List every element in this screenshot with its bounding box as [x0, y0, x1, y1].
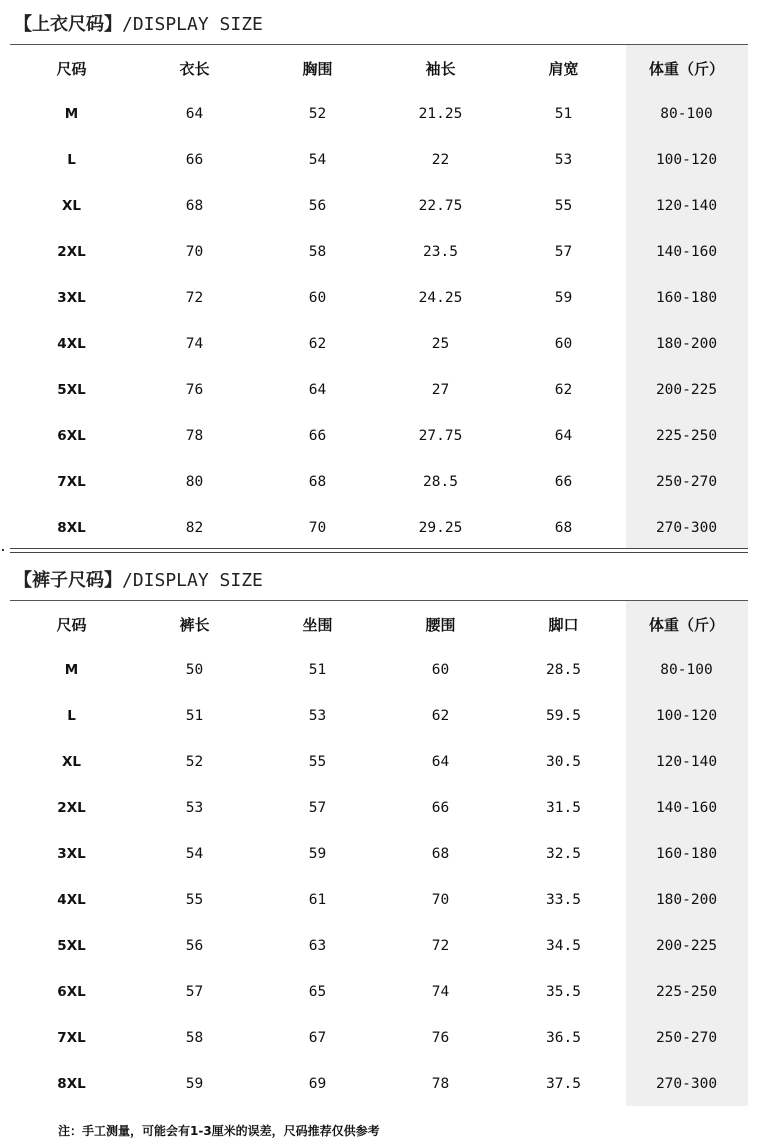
pants-size-cell: 80-100 — [660, 662, 713, 678]
pants-size-cell: 200-225 — [655, 938, 718, 954]
pants-size-cell: 61 — [308, 892, 327, 908]
pants-size-cell: L — [67, 708, 76, 724]
pants-size-table-body — [10, 647, 748, 1107]
pants-size-cell: 52 — [185, 754, 204, 770]
top-size-cell: 250-270 — [655, 474, 718, 490]
pants-size-cell: 250-270 — [655, 1030, 718, 1046]
pants-size-row — [10, 969, 748, 1015]
top-size-cell: 120-140 — [655, 198, 718, 214]
header-size: 尺码 — [56, 59, 87, 78]
pants-size-row — [10, 877, 748, 923]
top-size-cell: 80 — [185, 474, 204, 490]
header-leg-opening: 脚口 — [548, 615, 579, 634]
pants-size-cell: 78 — [431, 1076, 450, 1092]
top-size-cell: 66 — [554, 474, 573, 490]
top-size-cell: 28.5 — [423, 474, 458, 490]
top-size-row — [10, 137, 748, 183]
header-length: 衣长 — [179, 59, 210, 78]
pants-size-cell: 56 — [185, 938, 204, 954]
top-size-row — [10, 91, 748, 137]
pants-size-cell: 55 — [308, 754, 327, 770]
pants-size-cell: 54 — [185, 846, 204, 862]
top-size-cell: 62 — [308, 336, 327, 352]
pants-size-cell: 68 — [431, 846, 450, 862]
top-size-row — [10, 275, 748, 321]
pants-size-cell: 59 — [308, 846, 327, 862]
top-size-cell: 60 — [554, 336, 573, 352]
pants-size-cell: 120-140 — [655, 754, 718, 770]
pants-size-cell: 36.5 — [546, 1030, 581, 1046]
top-size-cell: 74 — [185, 336, 204, 352]
pants-size-cell: 70 — [431, 892, 450, 908]
top-size-cell: 70 — [185, 244, 204, 260]
top-size-cell: 78 — [185, 428, 204, 444]
top-size-cell: 2XL — [57, 244, 86, 260]
top-size-header-row — [10, 45, 748, 91]
pants-size-header-row — [10, 601, 748, 647]
top-size-row — [10, 459, 748, 505]
top-size-cell: 80-100 — [660, 106, 713, 122]
top-size-cell: 27.75 — [418, 428, 463, 444]
top-size-cell: XL — [61, 198, 81, 214]
pants-size-cell: 32.5 — [546, 846, 581, 862]
pants-size-row — [10, 1015, 748, 1061]
pants-size-cell: 5XL — [57, 938, 86, 954]
pants-size-cell: 69 — [308, 1076, 327, 1092]
top-size-cell: 59 — [554, 290, 573, 306]
top-size-cell: 29.25 — [418, 520, 463, 536]
pants-size-cell: 63 — [308, 938, 327, 954]
top-size-cell: 66 — [185, 152, 204, 168]
pants-size-cell: 2XL — [57, 800, 86, 816]
top-size-cell: 100-120 — [655, 152, 718, 168]
pants-size-cell: 7XL — [57, 1030, 86, 1046]
pants-size-row — [10, 647, 748, 693]
top-size-cell: 6XL — [57, 428, 86, 444]
top-size-cell: 64 — [308, 382, 327, 398]
pants-size-cell: XL — [61, 754, 81, 770]
top-size-cell: 56 — [308, 198, 327, 214]
top-size-cell: 8XL — [57, 520, 86, 536]
top-size-row — [10, 413, 748, 459]
top-size-cell: 270-300 — [655, 520, 718, 536]
top-size-cell: 160-180 — [655, 290, 718, 306]
top-size-cell: 140-160 — [655, 244, 718, 260]
pants-size-cell: 34.5 — [546, 938, 581, 954]
pants-size-cell: 37.5 — [546, 1076, 581, 1092]
pants-size-table — [10, 601, 748, 1107]
pants-size-cell: M — [64, 662, 79, 678]
measurement-note: 注：手工测量，可能会有1-3厘米的误差，尺码推荐仅供参考 — [58, 1124, 380, 1138]
pants-size-cell: 100-120 — [655, 708, 718, 724]
pants-size-cell: 60 — [431, 662, 450, 678]
pants-size-cell: 33.5 — [546, 892, 581, 908]
pants-size-cell: 6XL — [57, 984, 86, 1000]
pants-size-row — [10, 739, 748, 785]
header-pant-length: 裤长 — [179, 615, 210, 634]
pants-size-row — [10, 923, 748, 969]
pants-size-cell: 3XL — [57, 846, 86, 862]
top-size-cell: 52 — [308, 106, 327, 122]
top-size-cell: 55 — [554, 198, 573, 214]
pants-size-cell: 57 — [308, 800, 327, 816]
pants-size-title — [14, 566, 263, 592]
pants-size-cell: 72 — [431, 938, 450, 954]
pants-size-cell: 31.5 — [546, 800, 581, 816]
top-size-cell: M — [64, 106, 79, 122]
top-size-cell: 68 — [308, 474, 327, 490]
pants-size-cell: 57 — [185, 984, 204, 1000]
pants-size-cell: 4XL — [57, 892, 86, 908]
pants-size-row — [10, 693, 748, 739]
top-size-cell: 68 — [185, 198, 204, 214]
header-waist: 腰围 — [425, 615, 456, 634]
top-size-cell: 54 — [308, 152, 327, 168]
pants-size-cell: 8XL — [57, 1076, 86, 1092]
top-size-title-cn: 【上衣尺码】 — [14, 14, 122, 35]
top-size-cell: 22.75 — [418, 198, 463, 214]
top-size-title — [14, 10, 263, 36]
header-weight: 体重（斤） — [648, 615, 724, 634]
pants-size-cell: 65 — [308, 984, 327, 1000]
top-size-cell: 21.25 — [418, 106, 463, 122]
top-size-cell: 58 — [308, 244, 327, 260]
top-size-cell: L — [67, 152, 76, 168]
top-size-table-body — [10, 91, 748, 551]
top-size-row — [10, 321, 748, 367]
top-size-cell: 62 — [554, 382, 573, 398]
top-size-cell: 51 — [554, 106, 573, 122]
pants-size-cell: 64 — [431, 754, 450, 770]
top-size-cell: 76 — [185, 382, 204, 398]
top-size-cell: 7XL — [57, 474, 86, 490]
top-size-cell: 27 — [431, 382, 450, 398]
pants-size-cell: 28.5 — [546, 662, 581, 678]
top-size-cell: 25 — [431, 336, 450, 352]
pants-size-cell: 51 — [185, 708, 204, 724]
top-size-cell: 22 — [431, 152, 450, 168]
header-sleeve: 袖长 — [425, 59, 456, 78]
section-divider — [10, 548, 748, 553]
pants-size-row — [10, 831, 748, 877]
top-size-cell: 72 — [185, 290, 204, 306]
pants-size-cell: 140-160 — [655, 800, 718, 816]
pants-size-cell: 55 — [185, 892, 204, 908]
pants-size-cell: 59.5 — [546, 708, 581, 724]
pants-size-cell: 67 — [308, 1030, 327, 1046]
header-weight: 体重（斤） — [648, 59, 724, 78]
top-size-row — [10, 229, 748, 275]
header-hip: 坐围 — [302, 615, 333, 634]
top-size-cell: 68 — [554, 520, 573, 536]
pants-size-cell: 30.5 — [546, 754, 581, 770]
pants-size-cell: 160-180 — [655, 846, 718, 862]
header-size: 尺码 — [56, 615, 87, 634]
pants-size-row — [10, 785, 748, 831]
pants-size-title-en: /DISPLAY SIZE — [122, 570, 263, 591]
header-shoulder: 肩宽 — [548, 59, 579, 78]
top-size-cell: 23.5 — [423, 244, 458, 260]
pants-size-cell: 66 — [431, 800, 450, 816]
top-size-title-en: /DISPLAY SIZE — [122, 14, 263, 35]
pants-size-cell: 59 — [185, 1076, 204, 1092]
pants-size-cell: 50 — [185, 662, 204, 678]
top-size-cell: 57 — [554, 244, 573, 260]
pants-size-cell: 180-200 — [655, 892, 718, 908]
pants-size-cell: 62 — [431, 708, 450, 724]
top-size-cell: 60 — [308, 290, 327, 306]
header-chest: 胸围 — [302, 59, 333, 78]
pants-size-cell: 270-300 — [655, 1076, 718, 1092]
pants-size-cell: 53 — [308, 708, 327, 724]
top-size-cell: 53 — [554, 152, 573, 168]
top-size-cell: 200-225 — [655, 382, 718, 398]
top-size-cell: 3XL — [57, 290, 86, 306]
pants-size-row — [10, 1061, 748, 1107]
pants-size-cell: 35.5 — [546, 984, 581, 1000]
top-size-cell: 225-250 — [655, 428, 718, 444]
top-size-row — [10, 367, 748, 413]
top-size-table — [10, 45, 748, 551]
top-size-cell: 64 — [185, 106, 204, 122]
pants-size-cell: 58 — [185, 1030, 204, 1046]
divider-dot — [2, 549, 4, 551]
pants-size-cell: 53 — [185, 800, 204, 816]
top-size-row — [10, 505, 748, 551]
top-size-cell: 64 — [554, 428, 573, 444]
top-size-cell: 180-200 — [655, 336, 718, 352]
top-size-row — [10, 183, 748, 229]
pants-size-cell: 225-250 — [655, 984, 718, 1000]
top-size-cell: 82 — [185, 520, 204, 536]
pants-size-cell: 76 — [431, 1030, 450, 1046]
top-size-cell: 5XL — [57, 382, 86, 398]
top-size-cell: 24.25 — [418, 290, 463, 306]
pants-size-cell: 51 — [308, 662, 327, 678]
top-size-cell: 66 — [308, 428, 327, 444]
pants-size-title-cn: 【裤子尺码】 — [14, 570, 122, 591]
top-size-cell: 4XL — [57, 336, 86, 352]
top-size-cell: 70 — [308, 520, 327, 536]
pants-size-cell: 74 — [431, 984, 450, 1000]
